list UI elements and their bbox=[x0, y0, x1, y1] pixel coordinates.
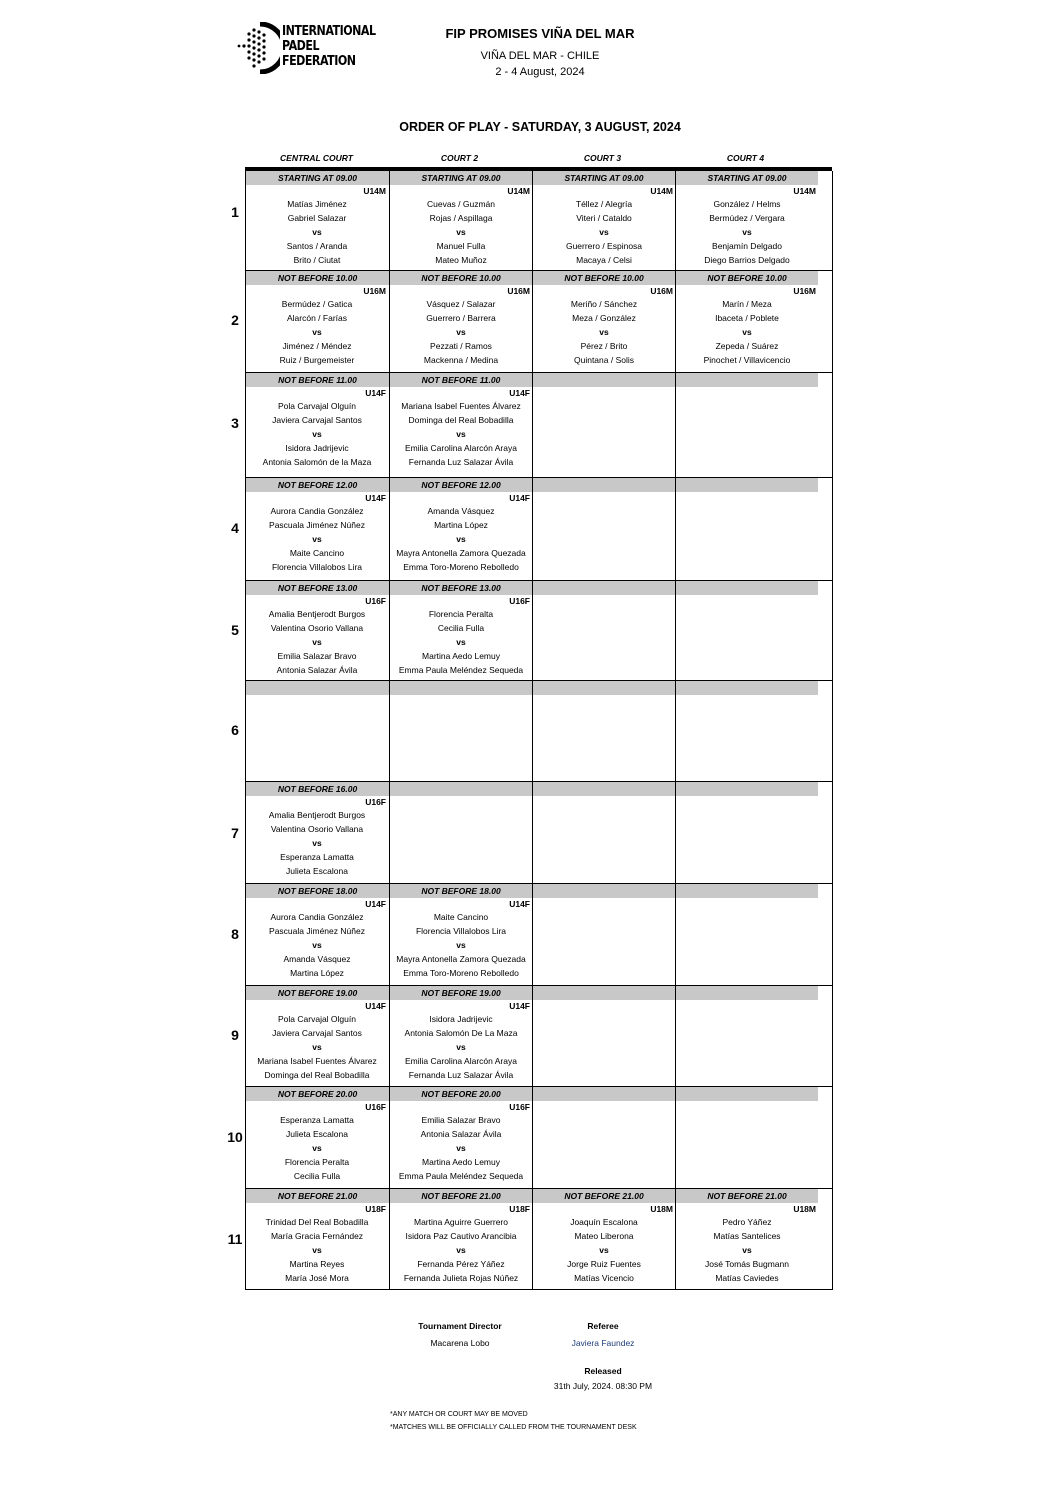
player-pair: Matías Jiménez bbox=[287, 199, 347, 209]
note-officially-called: *MATCHES WILL BE OFFICIALLY CALLED FROM THE TOURNAMENT DESK bbox=[390, 1424, 637, 1431]
start-time: NOT BEFORE 19.00 bbox=[390, 986, 532, 1000]
player-pair: Florencia Villalobos Lira bbox=[271, 562, 363, 572]
start-time: NOT BEFORE 10.00 bbox=[533, 271, 675, 285]
versus-label: vs bbox=[456, 327, 466, 337]
versus-label: vs bbox=[742, 227, 752, 237]
start-time: STARTING AT 09.00 bbox=[246, 171, 389, 185]
player-pair: Amanda Vásquez bbox=[283, 954, 351, 964]
logo-line-1: INTERNATIONAL bbox=[282, 23, 376, 39]
versus-label: vs bbox=[312, 429, 322, 439]
player-pair: Florencia Villalobos Lira bbox=[415, 926, 507, 936]
player-pair: Pola Carvajal Olguín bbox=[278, 401, 356, 411]
player-pair: Mariana Isabel Fuentes Álvarez bbox=[257, 1056, 377, 1066]
player-pair: Martina Aedo Lemuy bbox=[422, 1157, 500, 1167]
player-pair: Valentina Osorio Vallana bbox=[270, 623, 364, 633]
player-pair: Pezzati / Ramos bbox=[430, 341, 492, 351]
player-pair: Emma Toro-Moreno Rebolledo bbox=[403, 562, 519, 572]
court-header-3: COURT 3 bbox=[583, 153, 622, 163]
player-pair: Dominga del Real Bobadilla bbox=[408, 415, 514, 425]
versus-label: vs bbox=[312, 637, 322, 647]
referee-name: Javiera Faundez bbox=[571, 1338, 635, 1348]
category-label: U14F bbox=[509, 1001, 530, 1011]
tournament-title: FIP PROMISES VIÑA DEL MAR bbox=[445, 26, 635, 41]
versus-label: vs bbox=[742, 1245, 752, 1255]
start-time: NOT BEFORE 10.00 bbox=[676, 271, 818, 285]
player-pair: Cecilia Fulla bbox=[437, 623, 485, 633]
match-slot bbox=[246, 1189, 388, 1289]
category-label: U14F bbox=[365, 1001, 386, 1011]
director-label: Tournament Director bbox=[418, 1321, 502, 1331]
player-pair: Guerrero / Barrera bbox=[426, 313, 496, 323]
player-pair: Pola Carvajal Olguín bbox=[278, 1014, 356, 1024]
player-pair: Cecilia Fulla bbox=[293, 1171, 341, 1181]
row-number: 1 bbox=[231, 204, 239, 220]
player-pair: Isidora Paz Cautivo Arancibia bbox=[405, 1231, 517, 1241]
note-court-moved: *ANY MATCH OR COURT MAY BE MOVED bbox=[390, 1411, 528, 1418]
match-slot bbox=[676, 271, 818, 373]
player-pair: Ruiz / Burgemeister bbox=[279, 355, 355, 365]
player-pair: Antonia Salomón De La Maza bbox=[404, 1028, 518, 1038]
category-label: U16M bbox=[793, 286, 816, 296]
versus-label: vs bbox=[456, 1245, 466, 1255]
row-number: 3 bbox=[231, 415, 239, 431]
player-pair: Bermúdez / Vergara bbox=[709, 213, 785, 223]
empty-slot-bar bbox=[390, 782, 532, 796]
empty-slot-bar bbox=[676, 782, 818, 796]
category-label: U16F bbox=[365, 797, 386, 807]
category-label: U18F bbox=[509, 1204, 530, 1214]
empty-slot-bar bbox=[533, 782, 675, 796]
category-label: U16F bbox=[365, 1102, 386, 1112]
versus-label: vs bbox=[456, 637, 466, 647]
category-label: U14F bbox=[509, 388, 530, 398]
category-label: U14M bbox=[650, 186, 673, 196]
match-slot bbox=[390, 1087, 532, 1189]
player-pair: Martina López bbox=[290, 968, 344, 978]
player-pair: Ibaceta / Poblete bbox=[715, 313, 779, 323]
category-label: U14M bbox=[363, 186, 386, 196]
category-label: U14M bbox=[793, 186, 816, 196]
empty-slot-bar bbox=[533, 1087, 675, 1101]
category-label: U14F bbox=[365, 899, 386, 909]
ipf-logo bbox=[236, 22, 376, 74]
court-header-central: CENTRAL COURT bbox=[280, 153, 353, 163]
category-label: U16F bbox=[509, 596, 530, 606]
start-time: NOT BEFORE 12.00 bbox=[390, 478, 532, 492]
player-pair: Jorge Ruiz Fuentes bbox=[567, 1259, 641, 1269]
category-label: U16M bbox=[507, 286, 530, 296]
empty-slot-bar bbox=[533, 884, 675, 898]
match-slot bbox=[390, 986, 532, 1087]
versus-label: vs bbox=[312, 534, 322, 544]
versus-label: vs bbox=[456, 1143, 466, 1153]
player-pair: Julieta Escalona bbox=[286, 866, 348, 876]
schedule-grid bbox=[245, 171, 833, 1290]
versus-label: vs bbox=[456, 429, 466, 439]
category-label: U16F bbox=[509, 1102, 530, 1112]
player-pair: Matías Santelices bbox=[713, 1231, 781, 1241]
start-time: NOT BEFORE 18.00 bbox=[246, 884, 389, 898]
match-slot bbox=[246, 171, 388, 271]
released-label: Released bbox=[584, 1366, 622, 1376]
match-slot bbox=[390, 581, 532, 681]
player-pair: Vásquez / Salazar bbox=[426, 299, 496, 309]
player-pair: Maite Cancino bbox=[289, 548, 345, 558]
player-pair: Zepeda / Suárez bbox=[715, 341, 779, 351]
empty-slot-bar bbox=[676, 581, 818, 595]
player-pair: Emilia Carolina Alarcón Araya bbox=[405, 443, 517, 453]
player-pair: Guerrero / Espinosa bbox=[565, 241, 643, 251]
start-time: NOT BEFORE 13.00 bbox=[390, 581, 532, 595]
player-pair: Emilia Salazar Bravo bbox=[421, 1115, 501, 1125]
match-slot bbox=[246, 373, 388, 478]
versus-label: vs bbox=[456, 227, 466, 237]
player-pair: Meza / González bbox=[572, 313, 636, 323]
category-label: U14F bbox=[365, 388, 386, 398]
player-pair: Dominga del Real Bobadilla bbox=[264, 1070, 370, 1080]
court-header-4: COURT 4 bbox=[726, 153, 765, 163]
player-pair: Emma Paula Meléndez Sequeda bbox=[398, 1171, 524, 1181]
empty-slot-bar bbox=[533, 373, 675, 387]
versus-label: vs bbox=[456, 1042, 466, 1052]
start-time: NOT BEFORE 16.00 bbox=[246, 782, 389, 796]
row-number: 7 bbox=[231, 825, 239, 841]
player-pair: Antonia Salazar Ávila bbox=[276, 665, 358, 675]
player-pair: Antonia Salazar Ávila bbox=[420, 1129, 502, 1139]
player-pair: Fernanda Luz Salazar Ávila bbox=[408, 457, 514, 467]
empty-slot-bar bbox=[533, 478, 675, 492]
player-pair: Joaquín Escalona bbox=[570, 1217, 638, 1227]
match-slot bbox=[390, 373, 532, 478]
logo-wordmark bbox=[282, 24, 376, 69]
player-pair: Mayra Antonella Zamora Quezada bbox=[396, 954, 526, 964]
empty-slot-bar bbox=[676, 681, 818, 695]
row-number: 4 bbox=[231, 520, 239, 536]
player-pair: José Tomás Bugmann bbox=[705, 1259, 789, 1269]
player-pair: Mayra Antonella Zamora Quezada bbox=[396, 548, 526, 558]
player-pair: Matías Vicencio bbox=[574, 1273, 634, 1283]
category-label: U16M bbox=[363, 286, 386, 296]
start-time: NOT BEFORE 10.00 bbox=[390, 271, 532, 285]
player-pair: Emma Paula Meléndez Sequeda bbox=[398, 665, 524, 675]
start-time: NOT BEFORE 12.00 bbox=[246, 478, 389, 492]
player-pair: Téllez / Alegría bbox=[575, 199, 633, 209]
player-pair: Mackenna / Medina bbox=[423, 355, 499, 365]
start-time: NOT BEFORE 21.00 bbox=[676, 1189, 818, 1203]
empty-slot-bar bbox=[390, 681, 532, 695]
order-of-play-heading: ORDER OF PLAY - SATURDAY, 3 AUGUST, 2024 bbox=[399, 120, 681, 134]
category-label: U18M bbox=[650, 1204, 673, 1214]
match-slot bbox=[246, 1087, 388, 1189]
tournament-dates: 2 - 4 August, 2024 bbox=[495, 66, 585, 78]
logo-line-3: FEDERATION bbox=[282, 53, 356, 69]
start-time: NOT BEFORE 21.00 bbox=[390, 1189, 532, 1203]
empty-slot-bar bbox=[676, 478, 818, 492]
player-pair: Esperanza Lamatta bbox=[280, 852, 354, 862]
player-pair: María José Mora bbox=[285, 1273, 349, 1283]
player-pair: Emilia Salazar Bravo bbox=[277, 651, 357, 661]
player-pair: Aurora Candia González bbox=[270, 912, 364, 922]
player-pair: Fernanda Pérez Yáñez bbox=[417, 1259, 505, 1269]
match-slot bbox=[676, 171, 818, 271]
player-pair: Alarcón / Farías bbox=[287, 313, 347, 323]
versus-label: vs bbox=[599, 227, 609, 237]
player-pair: Viteri / Cataldo bbox=[576, 213, 632, 223]
player-pair: Amalia Bentjerodt Burgos bbox=[268, 810, 366, 820]
player-pair: Jiménez / Méndez bbox=[282, 341, 352, 351]
match-slot bbox=[246, 986, 388, 1087]
start-time: NOT BEFORE 13.00 bbox=[246, 581, 389, 595]
match-slot bbox=[246, 271, 388, 373]
player-pair: Isidora Jadrijevic bbox=[285, 443, 349, 453]
match-slot bbox=[246, 884, 388, 986]
player-pair: Florencia Peralta bbox=[284, 1157, 350, 1167]
player-pair: Brito / Ciutat bbox=[293, 255, 341, 265]
player-pair: Maite Cancino bbox=[433, 912, 489, 922]
match-slot bbox=[246, 581, 388, 681]
start-time: NOT BEFORE 18.00 bbox=[390, 884, 532, 898]
player-pair: Emilia Carolina Alarcón Araya bbox=[405, 1056, 517, 1066]
start-time: STARTING AT 09.00 bbox=[676, 171, 818, 185]
player-pair: Fernanda Luz Salazar Ávila bbox=[408, 1070, 514, 1080]
row-number: 9 bbox=[231, 1027, 239, 1043]
versus-label: vs bbox=[599, 327, 609, 337]
player-pair: Pascuala Jiménez Núñez bbox=[269, 926, 365, 936]
versus-label: vs bbox=[312, 1245, 322, 1255]
match-slot bbox=[533, 171, 675, 271]
start-time: NOT BEFORE 20.00 bbox=[390, 1087, 532, 1101]
start-time: NOT BEFORE 11.00 bbox=[246, 373, 389, 387]
player-pair: Mateo Liberona bbox=[574, 1231, 634, 1241]
versus-label: vs bbox=[312, 1143, 322, 1153]
row-number: 11 bbox=[227, 1231, 243, 1247]
player-pair: Mateo Muñoz bbox=[435, 255, 487, 265]
empty-slot-bar bbox=[676, 1087, 818, 1101]
player-pair: Esperanza Lamatta bbox=[280, 1115, 354, 1125]
director-name: Macarena Lobo bbox=[430, 1338, 490, 1348]
category-label: U18M bbox=[793, 1204, 816, 1214]
player-pair: Amalia Bentjerodt Burgos bbox=[268, 609, 366, 619]
player-pair: Aurora Candia González bbox=[270, 506, 364, 516]
start-time: NOT BEFORE 20.00 bbox=[246, 1087, 389, 1101]
player-pair: Fernanda Julieta Rojas Núñez bbox=[403, 1273, 519, 1283]
player-pair: Javiera Carvajal Santos bbox=[272, 415, 362, 425]
row-number: 10 bbox=[227, 1129, 243, 1145]
player-pair: Pedro Yáñez bbox=[722, 1217, 772, 1227]
category-label: U16F bbox=[365, 596, 386, 606]
empty-slot-bar bbox=[676, 373, 818, 387]
start-time: NOT BEFORE 11.00 bbox=[390, 373, 532, 387]
category-label: U14M bbox=[507, 186, 530, 196]
player-pair: Florencia Peralta bbox=[428, 609, 494, 619]
match-slot bbox=[676, 1189, 818, 1289]
match-slot bbox=[390, 1189, 532, 1289]
start-time: STARTING AT 09.00 bbox=[390, 171, 532, 185]
empty-slot-bar bbox=[533, 986, 675, 1000]
versus-label: vs bbox=[456, 534, 466, 544]
player-pair: Valentina Osorio Vallana bbox=[270, 824, 364, 834]
player-pair: Pinochet / Villavicencio bbox=[703, 355, 791, 365]
player-pair: Julieta Escalona bbox=[286, 1129, 348, 1139]
start-time: NOT BEFORE 21.00 bbox=[533, 1189, 675, 1203]
match-slot bbox=[390, 478, 532, 581]
versus-label: vs bbox=[312, 327, 322, 337]
player-pair: Martina López bbox=[434, 520, 488, 530]
player-pair: Pascuala Jiménez Núñez bbox=[269, 520, 365, 530]
player-pair: Amanda Vásquez bbox=[427, 506, 495, 516]
category-label: U14F bbox=[509, 899, 530, 909]
match-slot bbox=[246, 782, 388, 884]
category-label: U16M bbox=[650, 286, 673, 296]
empty-slot-bar bbox=[676, 986, 818, 1000]
player-pair: Bermúdez / Gatica bbox=[281, 299, 353, 309]
player-pair: Gabriel Salazar bbox=[287, 213, 347, 223]
start-time: NOT BEFORE 21.00 bbox=[246, 1189, 389, 1203]
player-pair: Manuel Fulla bbox=[436, 241, 486, 251]
versus-label: vs bbox=[312, 227, 322, 237]
player-pair: Martina Aguirre Guerrero bbox=[413, 1217, 508, 1227]
player-pair: Cuevas / Guzmán bbox=[426, 199, 496, 209]
player-pair: María Gracia Fernández bbox=[270, 1231, 364, 1241]
start-time: NOT BEFORE 19.00 bbox=[246, 986, 389, 1000]
player-pair: Emma Toro-Moreno Rebolledo bbox=[403, 968, 519, 978]
player-pair: Marín / Meza bbox=[722, 299, 772, 309]
player-pair: Macaya / Celsi bbox=[576, 255, 632, 265]
versus-label: vs bbox=[456, 940, 466, 950]
versus-label: vs bbox=[742, 327, 752, 337]
match-slot bbox=[246, 478, 388, 581]
player-pair: González / Helms bbox=[713, 199, 781, 209]
player-pair: Quintana / Solis bbox=[573, 355, 634, 365]
player-pair: Matías Caviedes bbox=[715, 1273, 779, 1283]
court-header-2: COURT 2 bbox=[440, 153, 479, 163]
player-pair: Meriño / Sánchez bbox=[570, 299, 638, 309]
player-pair: Martina Aedo Lemuy bbox=[422, 651, 500, 661]
start-time: STARTING AT 09.00 bbox=[533, 171, 675, 185]
match-slot bbox=[533, 1189, 675, 1289]
match-slot bbox=[390, 171, 532, 271]
empty-slot-bar bbox=[533, 581, 675, 595]
player-pair: Javiera Carvajal Santos bbox=[272, 1028, 362, 1038]
start-time: NOT BEFORE 10.00 bbox=[246, 271, 389, 285]
row-number: 5 bbox=[231, 622, 239, 638]
player-pair: Diego Barrios Delgado bbox=[704, 255, 790, 265]
versus-label: vs bbox=[312, 838, 322, 848]
padel-ball-icon bbox=[236, 22, 280, 74]
player-pair: Mariana Isabel Fuentes Álvarez bbox=[401, 401, 521, 411]
match-slot bbox=[390, 271, 532, 373]
player-pair: Isidora Jadrijevic bbox=[429, 1014, 493, 1024]
player-pair: Pérez / Brito bbox=[580, 341, 628, 351]
tournament-city: VIÑA DEL MAR - CHILE bbox=[480, 50, 600, 62]
category-label: U14F bbox=[509, 493, 530, 503]
player-pair: Benjamín Delgado bbox=[712, 241, 782, 251]
versus-label: vs bbox=[599, 1245, 609, 1255]
player-pair: Martina Reyes bbox=[289, 1259, 345, 1269]
player-pair: Antonia Salomón de la Maza bbox=[262, 457, 372, 467]
versus-label: vs bbox=[312, 940, 322, 950]
category-label: U14F bbox=[365, 493, 386, 503]
match-slot bbox=[390, 884, 532, 986]
released-value: 31th July, 2024. 08:30 PM bbox=[553, 1381, 653, 1391]
row-number: 8 bbox=[231, 926, 239, 942]
versus-label: vs bbox=[312, 1042, 322, 1052]
player-pair: Santos / Aranda bbox=[286, 241, 348, 251]
logo-line-2: PADEL bbox=[282, 38, 320, 54]
row-number: 6 bbox=[231, 722, 239, 738]
player-pair: Trinidad Del Real Bobadilla bbox=[265, 1217, 369, 1227]
player-pair: Rojas / Aspillaga bbox=[429, 213, 493, 223]
match-slot bbox=[533, 271, 675, 373]
row-number: 2 bbox=[231, 312, 239, 328]
empty-slot-bar bbox=[676, 884, 818, 898]
referee-label: Referee bbox=[587, 1321, 619, 1331]
empty-slot-bar bbox=[246, 681, 389, 695]
empty-slot-bar bbox=[533, 681, 675, 695]
category-label: U18F bbox=[365, 1204, 386, 1214]
